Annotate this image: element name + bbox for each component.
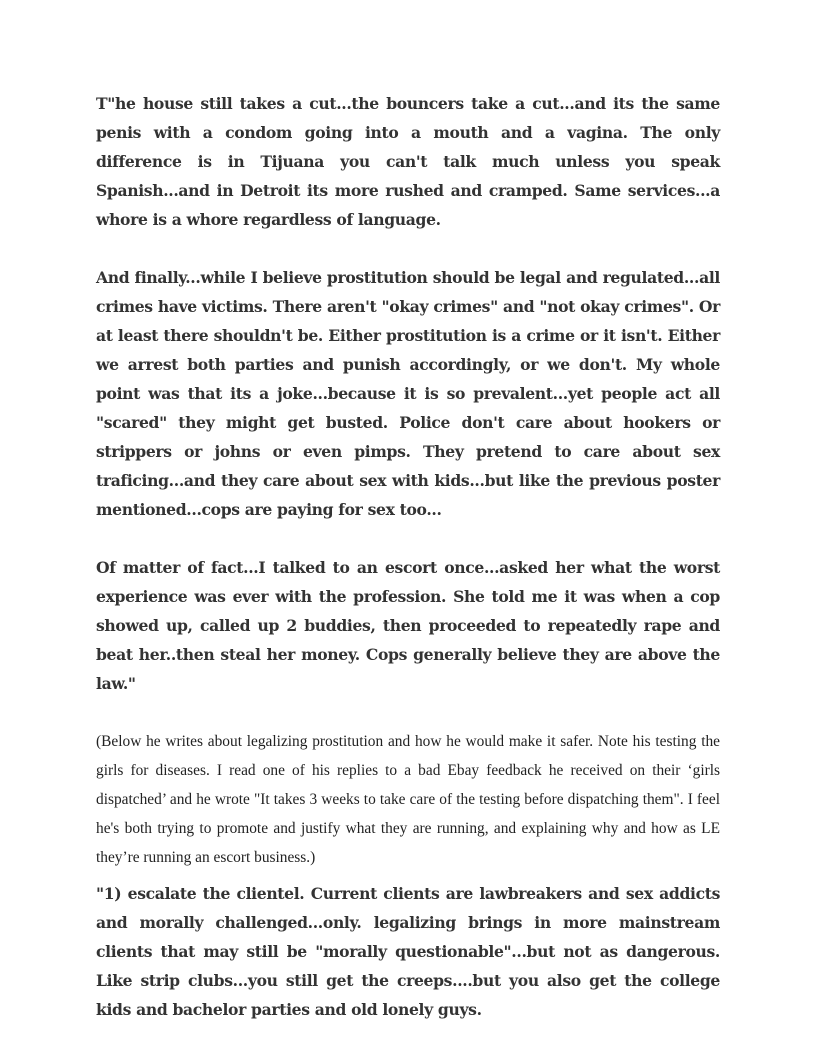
paragraph-house-cut: T"he house still takes a cut...the bouncers take a cut...and its the same penis with a condom going into a mouth and a vagina. The only difference is in Tijuana you can't talk much unless you speak Spanish...and in Detroit its more rushed and cramped. Same services...a whore is a whore regardless of language. [96,94,720,229]
paragraph-crimes-victims: And finally...while I believe prostitution should be legal and regulated...all crimes have victims. There aren't "okay crimes" and "not okay crimes". Or at least there shouldn't be. Either prostitution is a crime or it isn't. Either we arrest both parties and punish accordingly, or we don't. My whole point was that its a joke...because it is so prevalent...yet people act all "scared" they might get busted. Police don't care about hookers or strippers or johns or even pimps. They pretend to care about sex traficing...and they care about sex with kids...but like the previous poster mentioned...cops are paying for sex too... [96,268,720,519]
paragraph-escalate-clientel: "1) escalate the clientel. Current clients are lawbreakers and sex addicts and morally challenged...only. legalizing brings in more mainstream clients that may still be "morally questionable"...but not as dangerous. Like strip clubs...you still get the creeps....but you also get the college kids and bachelor parties and old lonely guys. [96,884,720,1019]
paragraph-author-note: (Below he writes about legalizing prostitution and how he would make it safer. Note his testing the girls for diseases. I read one of his replies to a bad Ebay feedback he received on their ‘girls dispatched’ and he wrote "It takes 3 weeks to take care of the testing before dispatching them". I feel he's both trying to promote and justify what they are running, and explaining why and how as LE they’re running an escort business.) [96,733,720,866]
paragraph-escort-story: Of matter of fact...I talked to an escort once...asked her what the worst experience was ever with the profession. She told me it was when a cop showed up, called up 2 buddies, then proceeded to repeatedly rape and beat her..then steal her money. Cops generally believe they are above the law." [96,558,720,693]
document-page [96,89,720,1024]
